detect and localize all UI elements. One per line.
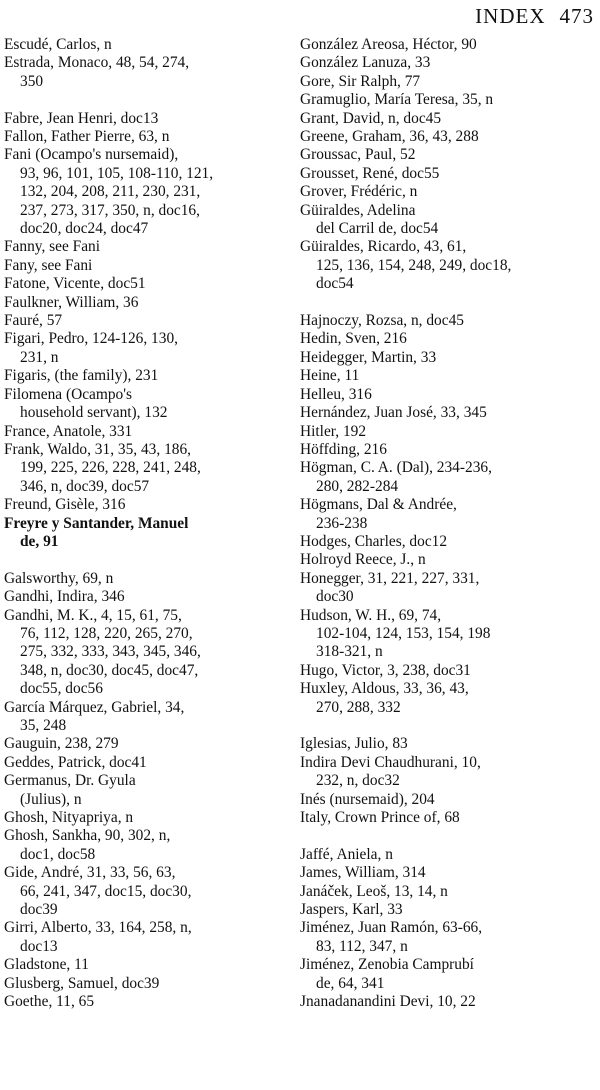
index-entry-heading: Gauguin, 238, 279 bbox=[4, 735, 119, 753]
index-entry-heading: Honegger, 31, 221, 227, 331, bbox=[300, 569, 480, 587]
index-entry bbox=[300, 423, 596, 441]
index-entry bbox=[300, 386, 596, 404]
index-entry bbox=[4, 956, 290, 974]
index-entry-continuation: doc55, doc56 bbox=[20, 680, 103, 698]
index-entry-heading: Fani (Ocampo's nursemaid), bbox=[4, 146, 179, 164]
index-entry bbox=[4, 975, 290, 993]
index-entry-continuation: 350 bbox=[20, 72, 44, 90]
index-entry-heading: Gore, Sir Ralph, 77 bbox=[300, 72, 421, 90]
index-entry bbox=[4, 36, 290, 54]
index-entry-continuation: de, 64, 341 bbox=[316, 974, 385, 992]
index-entry-heading: Heidegger, Martin, 33 bbox=[300, 348, 437, 366]
index-entry-heading: Gladstone, 11 bbox=[4, 956, 89, 974]
index-entry-continuation: 125, 136, 154, 248, 249, doc18, bbox=[316, 256, 512, 274]
index-entry-heading: Helleu, 316 bbox=[300, 385, 372, 403]
index-entry-heading: Güiraldes, Adelina bbox=[300, 201, 416, 219]
index-entry bbox=[300, 91, 596, 109]
index-entry bbox=[300, 367, 596, 385]
index-entry bbox=[300, 36, 596, 54]
index-entry-heading: Gramuglio, María Teresa, 35, n bbox=[300, 91, 494, 109]
index-entry bbox=[300, 754, 596, 791]
index-entry bbox=[300, 54, 596, 72]
index-entry bbox=[4, 441, 290, 496]
index-entry bbox=[300, 496, 596, 533]
index-entry-heading: Inés (nursemaid), 204 bbox=[300, 790, 435, 808]
index-entry-heading: Glusberg, Samuel, doc39 bbox=[4, 974, 160, 992]
index-entry bbox=[300, 349, 596, 367]
index-entry-continuation: 102-104, 124, 153, 154, 198 bbox=[316, 624, 491, 642]
index-entry-heading: France, Anatole, 331 bbox=[4, 422, 133, 440]
index-entry-continuation: 270, 288, 332 bbox=[316, 698, 401, 716]
index-entry bbox=[4, 699, 290, 736]
index-entry-heading: Jiménez, Zenobia Camprubí bbox=[300, 956, 474, 974]
index-entry bbox=[4, 54, 290, 91]
index-entry bbox=[300, 570, 596, 607]
index-entry-continuation: 236-238 bbox=[316, 514, 368, 532]
index-entry bbox=[300, 146, 596, 164]
index-entry-heading: Gandhi, M. K., 4, 15, 61, 75, bbox=[4, 606, 182, 624]
index-entry-heading: Jaffé, Aniela, n bbox=[300, 845, 393, 863]
index-entry-continuation: 199, 225, 226, 228, 241, 248, bbox=[20, 459, 201, 477]
index-entry bbox=[300, 993, 596, 1011]
index-entry-heading: Groussac, Paul, 52 bbox=[300, 146, 416, 164]
index-entry-heading: Figari, Pedro, 124-126, 130, bbox=[4, 330, 178, 348]
index-entry bbox=[4, 146, 290, 238]
index-entry-continuation: 275, 332, 333, 343, 345, 346, bbox=[20, 643, 201, 661]
index-entry-heading: Goethe, 11, 65 bbox=[4, 993, 95, 1011]
index-entry-heading: Faulkner, William, 36 bbox=[4, 293, 139, 311]
index-entry bbox=[4, 735, 290, 753]
index-entry-heading: Fauré, 57 bbox=[4, 312, 63, 330]
index-entry-heading: García Márquez, Gabriel, 34, bbox=[4, 698, 185, 716]
index-entry-continuation: doc13 bbox=[20, 937, 58, 955]
index-entry bbox=[300, 607, 596, 662]
running-header bbox=[475, 4, 594, 29]
index-entry-heading: Hudson, W. H., 69, 74, bbox=[300, 606, 442, 624]
index-entry-continuation: 232, n, doc32 bbox=[316, 772, 400, 790]
index-entry-heading: Iglesias, Julio, 83 bbox=[300, 735, 408, 753]
index-entry bbox=[300, 864, 596, 882]
index-entry-heading: Escudé, Carlos, n bbox=[4, 36, 112, 53]
index-entry bbox=[300, 662, 596, 680]
index-entry-heading: Figaris, (the family), 231 bbox=[4, 367, 159, 385]
index-entry-heading: Galsworthy, 69, n bbox=[4, 569, 114, 587]
index-entry-continuation: 318-321, n bbox=[316, 643, 383, 661]
index-entry-heading: Güiraldes, Ricardo, 43, 61, bbox=[300, 238, 467, 256]
index-entry bbox=[300, 330, 596, 348]
index-entry-continuation: 231, n bbox=[20, 348, 59, 366]
index-entry-heading: Hodges, Charles, doc12 bbox=[300, 532, 448, 550]
index-entry bbox=[4, 386, 290, 423]
index-entry-heading: González Lanuza, 33 bbox=[300, 54, 431, 72]
index-entry bbox=[4, 496, 290, 514]
index-entry-heading: Indira Devi Chaudhurani, 10, bbox=[300, 753, 481, 771]
index-entry bbox=[4, 110, 290, 128]
index-entry-heading: Holroyd Reece, J., n bbox=[300, 551, 426, 569]
index-entry-heading: Fanny, see Fani bbox=[4, 238, 101, 256]
index-entry bbox=[4, 423, 290, 441]
index-entry bbox=[300, 735, 596, 753]
index-entry-continuation: doc1, doc58 bbox=[20, 845, 96, 863]
index-entry-heading: Heine, 11 bbox=[300, 367, 360, 385]
index-entry bbox=[300, 110, 596, 128]
index-entry bbox=[300, 901, 596, 919]
index-entry bbox=[300, 551, 596, 569]
index-entry-heading: Huxley, Aldous, 33, 36, 43, bbox=[300, 680, 469, 698]
index-entry-heading: Hedin, Sven, 216 bbox=[300, 330, 407, 348]
index-entry-heading: Fatone, Vicente, doc51 bbox=[4, 275, 146, 293]
index-entry-heading: Janáček, Leoš, 13, 14, n bbox=[300, 882, 448, 900]
index-entry-heading: Hitler, 192 bbox=[300, 422, 367, 440]
index-entry-heading: Freyre y Santander, Manuel bbox=[4, 514, 189, 532]
index-entry-heading: Jnanadanandini Devi, 10, 22 bbox=[300, 993, 476, 1011]
index-entry bbox=[300, 846, 596, 864]
index-entry bbox=[300, 202, 596, 239]
page-number: 473 bbox=[559, 4, 594, 28]
index-entry bbox=[300, 165, 596, 183]
index-entry bbox=[4, 312, 290, 330]
index-entry-continuation: 280, 282-284 bbox=[316, 477, 399, 495]
index-entry bbox=[300, 791, 596, 809]
index-entry bbox=[300, 956, 596, 993]
index-entry-continuation: household servant), 132 bbox=[20, 404, 168, 422]
index-entry bbox=[4, 275, 290, 293]
index-entry bbox=[300, 459, 596, 496]
index-entry-continuation: 237, 273, 317, 350, n, doc16, bbox=[20, 201, 200, 219]
index-entry bbox=[300, 128, 596, 146]
index-entry-continuation: doc30 bbox=[316, 588, 354, 606]
index-entry bbox=[4, 238, 290, 256]
index-entry-continuation: de, 91 bbox=[20, 532, 59, 550]
index-entry-heading: Hernández, Juan José, 33, 345 bbox=[300, 404, 487, 422]
index-entry bbox=[4, 754, 290, 772]
index-entry-heading: James, William, 314 bbox=[300, 864, 426, 882]
index-entry bbox=[4, 827, 290, 864]
index-entry-continuation: doc20, doc24, doc47 bbox=[20, 220, 149, 238]
index-entry-continuation: 132, 204, 208, 211, 230, 231, bbox=[20, 183, 201, 201]
index-entry-continuation: (Julius), n bbox=[20, 790, 82, 808]
index-entry bbox=[300, 238, 596, 293]
index-entry-continuation: 83, 112, 347, n bbox=[316, 937, 408, 955]
left-index-column bbox=[4, 36, 290, 1012]
index-entry-heading: Fallon, Father Pierre, 63, n bbox=[4, 128, 170, 146]
index-entry bbox=[4, 588, 290, 606]
index-entry bbox=[300, 441, 596, 459]
index-entry bbox=[300, 809, 596, 827]
index-entry-heading: Ghosh, Sankha, 90, 302, n, bbox=[4, 827, 171, 845]
index-entry-heading: Girri, Alberto, 33, 164, 258, n, bbox=[4, 919, 192, 937]
index-entry-continuation: 93, 96, 101, 105, 108-110, 121, bbox=[20, 164, 214, 182]
index-entry-continuation: doc39 bbox=[20, 901, 58, 919]
index-entry-continuation: 66, 241, 347, doc15, doc30, bbox=[20, 882, 192, 900]
index-entry-heading: Filomena (Ocampo's bbox=[4, 385, 133, 403]
index-entry-heading: Grousset, René, doc55 bbox=[300, 164, 440, 182]
index-entry bbox=[4, 294, 290, 312]
index-entry-heading: González Areosa, Héctor, 90 bbox=[300, 36, 477, 53]
index-entry bbox=[4, 772, 290, 809]
index-entry-continuation: 346, n, doc39, doc57 bbox=[20, 477, 150, 495]
index-entry bbox=[4, 919, 290, 956]
index-entry bbox=[300, 312, 596, 330]
index-entry-heading: Greene, Graham, 36, 43, 288 bbox=[300, 128, 479, 146]
index-entry-heading: Jiménez, Juan Ramón, 63-66, bbox=[300, 919, 483, 937]
index-entry bbox=[4, 257, 290, 275]
index-entry-heading: Ghosh, Nityapriya, n bbox=[4, 809, 134, 827]
index-entry-heading: Estrada, Monaco, 48, 54, 274, bbox=[4, 54, 190, 72]
index-entry-heading: Hajnoczy, Rozsa, n, doc45 bbox=[300, 312, 464, 330]
index-entry-heading: Högman, C. A. (Dal), 234-236, bbox=[300, 459, 492, 477]
index-entry bbox=[300, 680, 596, 717]
index-entry-heading: Högmans, Dal & Andrée, bbox=[300, 496, 457, 514]
index-entry-continuation: 35, 248 bbox=[20, 717, 67, 734]
header-title: INDEX bbox=[475, 4, 546, 28]
right-index-column bbox=[300, 36, 596, 1011]
index-entry bbox=[300, 404, 596, 422]
index-entry bbox=[4, 367, 290, 385]
index-entry-heading: Grover, Frédéric, n bbox=[300, 183, 418, 201]
index-entry-heading: Fany, see Fani bbox=[4, 256, 93, 274]
index-entry-continuation: 76, 112, 128, 220, 265, 270, bbox=[20, 624, 193, 642]
index-entry-heading: Geddes, Patrick, doc41 bbox=[4, 753, 147, 771]
index-entry-heading: Gide, André, 31, 33, 56, 63, bbox=[4, 864, 176, 882]
index-entry bbox=[300, 183, 596, 201]
index-entry bbox=[300, 883, 596, 901]
index-entry-heading: Gandhi, Indira, 346 bbox=[4, 588, 125, 606]
index-entry-heading: Grant, David, n, doc45 bbox=[300, 109, 442, 127]
index-entry-heading: Fabre, Jean Henri, doc13 bbox=[4, 109, 159, 127]
index-entry bbox=[4, 330, 290, 367]
index-entry-heading: Frank, Waldo, 31, 35, 43, 186, bbox=[4, 440, 192, 458]
index-entry bbox=[4, 570, 290, 588]
index-entry-continuation: doc54 bbox=[316, 275, 354, 293]
index-entry bbox=[4, 993, 290, 1011]
index-entry bbox=[300, 73, 596, 91]
index-entry bbox=[4, 515, 290, 552]
index-entry-heading: Jaspers, Karl, 33 bbox=[300, 901, 403, 919]
index-entry-heading: Freund, Gisèle, 316 bbox=[4, 496, 126, 514]
index-entry bbox=[4, 128, 290, 146]
index-entry bbox=[4, 607, 290, 699]
index-entry-continuation: 348, n, doc30, doc45, doc47, bbox=[20, 661, 199, 679]
index-entry-continuation: del Carril de, doc54 bbox=[316, 220, 439, 238]
index-entry bbox=[4, 864, 290, 919]
index-entry-heading: Italy, Crown Prince of, 68 bbox=[300, 809, 460, 827]
index-entry bbox=[4, 809, 290, 827]
index-entry bbox=[300, 919, 596, 956]
index-entry bbox=[300, 533, 596, 551]
index-entry-heading: Höffding, 216 bbox=[300, 440, 387, 458]
index-entry-heading: Germanus, Dr. Gyula bbox=[4, 772, 136, 790]
index-entry-heading: Hugo, Victor, 3, 238, doc31 bbox=[300, 661, 471, 679]
